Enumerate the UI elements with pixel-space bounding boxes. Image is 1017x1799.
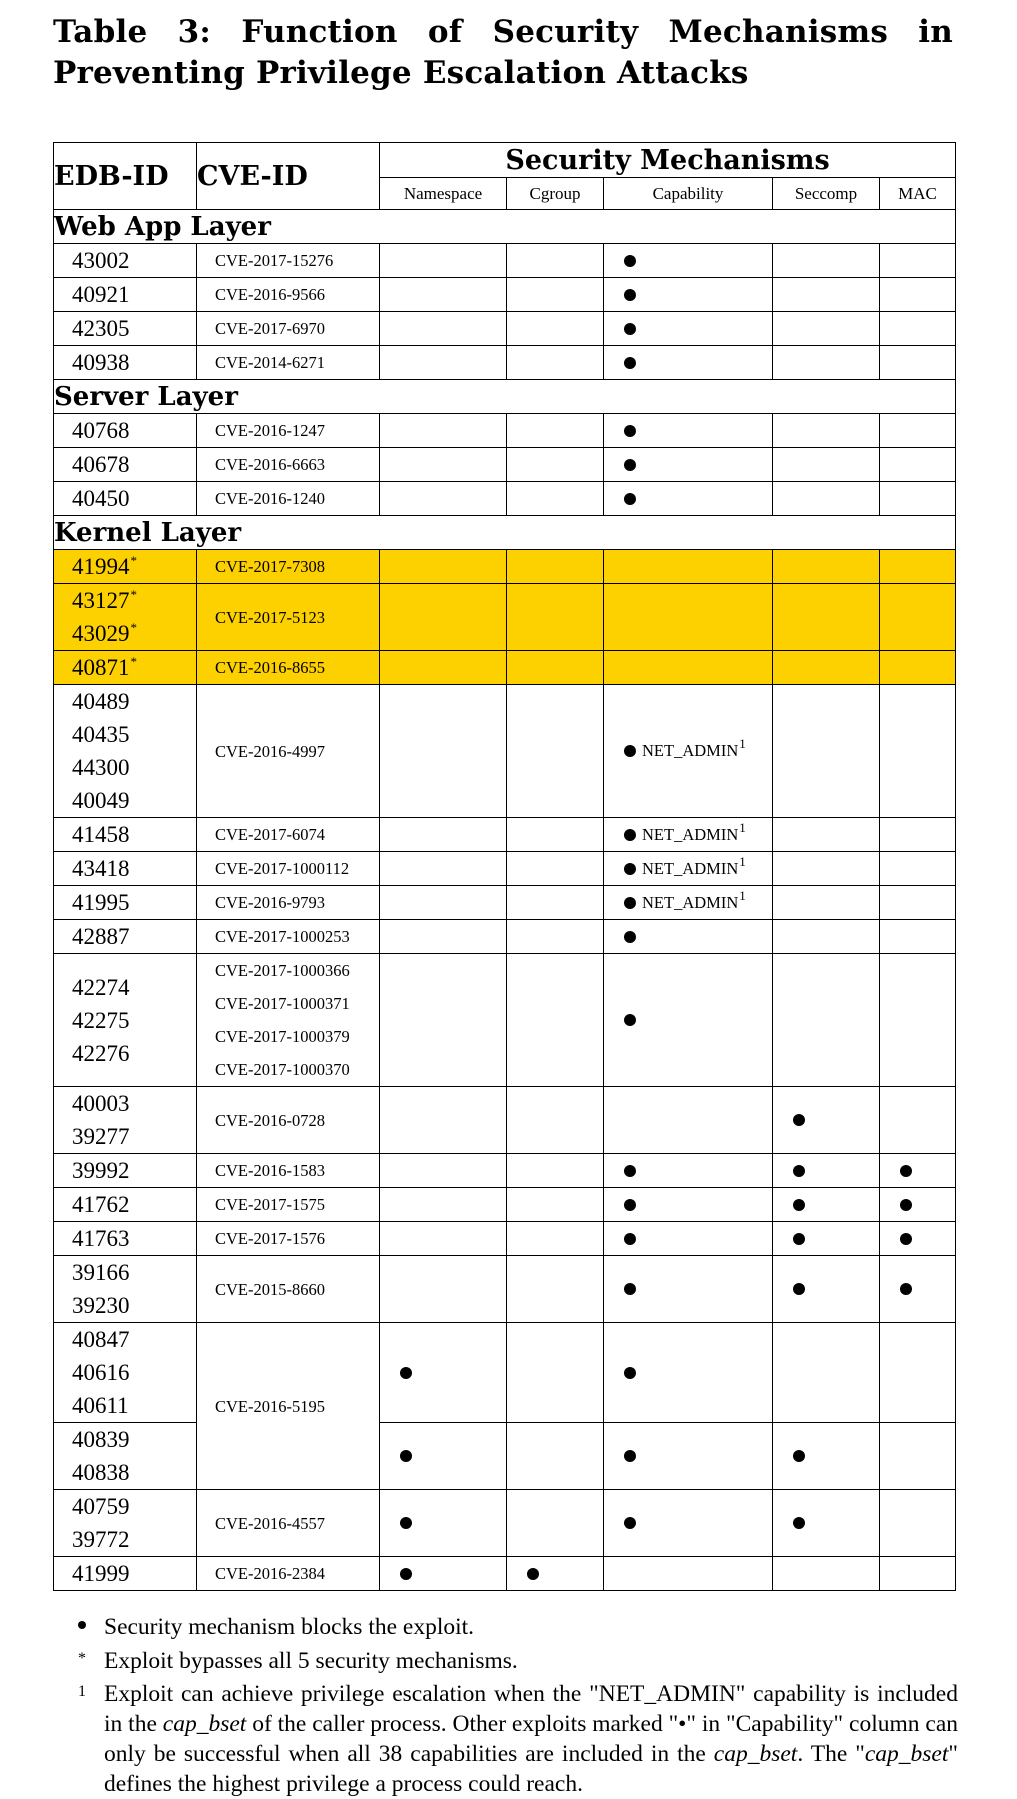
block-dot-icon: [624, 1517, 636, 1529]
capability-cell: NET_ADMIN$^1$: [604, 818, 773, 852]
footnote-dot: Security mechanism blocks the exploit.: [78, 1612, 958, 1642]
seccomp-cell: [773, 1423, 880, 1490]
table-row: [54, 1557, 956, 1591]
block-dot-icon: [624, 1450, 636, 1462]
capability-cell: [604, 244, 773, 278]
header-security-mechanisms: Security Mechanisms: [380, 143, 956, 178]
namespace-cell: [380, 1423, 507, 1490]
capability-cell: [604, 414, 773, 448]
table-row: [54, 1323, 956, 1423]
block-dot-icon: [900, 1283, 912, 1295]
block-dot-icon: [793, 1165, 805, 1177]
block-dot-icon: [624, 323, 636, 335]
header-cve-id: CVE-ID: [197, 143, 380, 210]
cve-id-cell: CVE-2014-6271: [197, 346, 380, 380]
edb-id-cell: 41458: [54, 818, 197, 852]
table-row: [54, 920, 956, 954]
edb-id-cell: 43418: [54, 852, 197, 886]
cve-id-cell: CVE-2017-7308: [197, 550, 380, 584]
capability-cell: NET_ADMIN$^1$: [604, 886, 773, 920]
cve-id-cell: CVE-2017-1576: [197, 1222, 380, 1256]
table-row: [54, 818, 956, 852]
edb-id-cell: 40921: [54, 278, 197, 312]
header-namespace: Namespace: [380, 178, 507, 210]
capability-cell: NET_ADMIN$^1$: [604, 852, 773, 886]
table-row: [54, 1188, 956, 1222]
capability-cell: [604, 954, 773, 1087]
cve-id-cell: CVE-2015-8660: [197, 1256, 380, 1323]
mac-cell: [880, 1256, 956, 1323]
cve-id-cell: CVE-2017-1000253: [197, 920, 380, 954]
capability-cell: [604, 482, 773, 516]
cve-id-cell: CVE-2017-6970: [197, 312, 380, 346]
table-row: [54, 346, 956, 380]
table-row: [54, 1222, 956, 1256]
block-dot-icon: [400, 1568, 412, 1580]
block-dot-icon: [624, 425, 636, 437]
edb-id-cell: 41995: [54, 886, 197, 920]
footnote-one: 1 Exploit can achieve privilege escalation when the "NET_ADMIN" capability is included in the cap_bset of the caller process. Other exploits marked "•" in "Capability" column can only be successful when all 38 capabilities are included in the cap_bset. The "cap_bset" defines the highest privilege a process could reach.: [78, 1681, 958, 1797]
edb-id-cell: 40759 39772: [54, 1490, 197, 1557]
cve-id-cell: CVE-2016-5195: [197, 1323, 380, 1490]
block-dot-icon: [624, 493, 636, 505]
edb-id-cell: 41994*: [54, 550, 197, 584]
cve-id-cell: CVE-2016-1247: [197, 414, 380, 448]
table-caption: Table 3: Function of Security Mechanisms in Preventing Privilege Escalation Attacks: [53, 14, 953, 91]
block-dot-icon: [400, 1367, 412, 1379]
table-row: [54, 278, 956, 312]
edb-id-cell: 39992: [54, 1154, 197, 1188]
block-dot-icon: [624, 897, 636, 909]
cve-id-cell: CVE-2016-4557: [197, 1490, 380, 1557]
block-dot-icon: [400, 1517, 412, 1529]
table-row: [54, 482, 956, 516]
block-dot-icon: [624, 1014, 636, 1026]
edb-id-cell: 40489 40435 44300 40049: [54, 685, 197, 818]
edb-id-cell: 41762: [54, 1188, 197, 1222]
table-row: [54, 651, 956, 685]
seccomp-cell: [773, 1256, 880, 1323]
edb-id-cell: 40847 40616 40611: [54, 1323, 197, 1423]
edb-id-cell: 40938: [54, 346, 197, 380]
header-mac: MAC: [880, 178, 956, 210]
cve-id-cell: CVE-2017-15276: [197, 244, 380, 278]
capability-cell: [604, 346, 773, 380]
capability-cell: [604, 1423, 773, 1490]
table-row: [54, 414, 956, 448]
seccomp-cell: [773, 1087, 880, 1154]
block-dot-icon: [793, 1114, 805, 1126]
block-dot-icon: [900, 1199, 912, 1211]
table-row: [54, 550, 956, 584]
block-dot-icon: [793, 1233, 805, 1245]
namespace-cell: [380, 1323, 507, 1423]
seccomp-cell: [773, 1490, 880, 1557]
edb-id-cell: 42274 42275 42276: [54, 954, 197, 1087]
cve-id-cell: CVE-2017-1000366 CVE-2017-1000371 CVE-2017-1000379 CVE-2017-1000370: [197, 954, 380, 1087]
table-row: [54, 312, 956, 346]
layer-heading-kernel: Kernel Layer: [54, 516, 956, 550]
block-dot-icon: [624, 357, 636, 369]
table-row: [54, 244, 956, 278]
capability-cell: [604, 1323, 773, 1423]
seccomp-cell: [773, 1188, 880, 1222]
mac-cell: [880, 1188, 956, 1222]
table-row: [54, 1490, 956, 1557]
mac-cell: [880, 1154, 956, 1188]
layer-heading-web: Web App Layer: [54, 210, 956, 244]
block-dot-icon: [624, 1165, 636, 1177]
cve-id-cell: CVE-2017-6074: [197, 818, 380, 852]
capability-cell: [604, 1490, 773, 1557]
edb-id-cell: 43002: [54, 244, 197, 278]
table-row: [54, 852, 956, 886]
edb-id-cell: 40678: [54, 448, 197, 482]
block-dot-icon: [624, 829, 636, 841]
seccomp-cell: [773, 1222, 880, 1256]
bullet-dot-icon: [78, 1621, 86, 1629]
capability-cell: [604, 312, 773, 346]
footnote-star: * Exploit bypasses all 5 security mechanisms.: [78, 1648, 518, 1674]
mac-cell: [880, 1222, 956, 1256]
cve-id-cell: CVE-2016-1583: [197, 1154, 380, 1188]
edb-id-cell: 40003 39277: [54, 1087, 197, 1154]
table-row: [54, 685, 956, 818]
edb-id-cell: 41999: [54, 1557, 197, 1591]
edb-id-cell: 42887: [54, 920, 197, 954]
edb-id-cell: 40871*: [54, 651, 197, 685]
cve-id-cell: CVE-2017-1000112: [197, 852, 380, 886]
block-dot-icon: [793, 1283, 805, 1295]
capability-cell: NET_ADMIN$^1$: [604, 685, 773, 818]
block-dot-icon: [400, 1450, 412, 1462]
table-row: [54, 1256, 956, 1323]
block-dot-icon: [624, 745, 636, 757]
layer-heading-server: Server Layer: [54, 380, 956, 414]
header-capability: Capability: [604, 178, 773, 210]
cve-id-cell: CVE-2016-8655: [197, 651, 380, 685]
block-dot-icon: [527, 1568, 539, 1580]
block-dot-icon: [624, 255, 636, 267]
namespace-cell: [380, 1557, 507, 1591]
capability-cell: [604, 1154, 773, 1188]
block-dot-icon: [624, 931, 636, 943]
cve-id-cell: CVE-2016-9566: [197, 278, 380, 312]
cve-id-cell: CVE-2017-5123: [197, 584, 380, 651]
cve-id-cell: CVE-2016-1240: [197, 482, 380, 516]
capability-cell: [604, 920, 773, 954]
security-mechanisms-table: [53, 142, 956, 1591]
cve-id-cell: CVE-2017-1575: [197, 1188, 380, 1222]
table-row: [54, 1423, 956, 1490]
block-dot-icon: [793, 1199, 805, 1211]
edb-id-cell: 40839 40838: [54, 1423, 197, 1490]
cve-id-cell: CVE-2016-4997: [197, 685, 380, 818]
capability-cell: [604, 1222, 773, 1256]
edb-id-cell: 42305: [54, 312, 197, 346]
capability-cell: [604, 1188, 773, 1222]
block-dot-icon: [624, 1367, 636, 1379]
block-dot-icon: [900, 1233, 912, 1245]
header-cgroup: Cgroup: [507, 178, 604, 210]
table-row: [54, 886, 956, 920]
capability-cell: [604, 1256, 773, 1323]
table-row: [54, 954, 956, 1087]
edb-id-cell: 41763: [54, 1222, 197, 1256]
capability-cell: [604, 448, 773, 482]
block-dot-icon: [624, 1199, 636, 1211]
header-edb-id: EDB-ID: [54, 143, 197, 210]
edb-id-cell: 43127* 43029*: [54, 584, 197, 651]
capability-cell: [604, 278, 773, 312]
cgroup-cell: [507, 1557, 604, 1591]
cve-id-cell: CVE-2016-0728: [197, 1087, 380, 1154]
block-dot-icon: [624, 1283, 636, 1295]
edb-id-cell: 40450: [54, 482, 197, 516]
namespace-cell: [380, 1490, 507, 1557]
block-dot-icon: [624, 459, 636, 471]
block-dot-icon: [793, 1517, 805, 1529]
block-dot-icon: [900, 1165, 912, 1177]
block-dot-icon: [624, 863, 636, 875]
table-row: [54, 1154, 956, 1188]
block-dot-icon: [624, 1233, 636, 1245]
cve-id-cell: CVE-2016-2384: [197, 1557, 380, 1591]
table-row: [54, 448, 956, 482]
header-seccomp: Seccomp: [773, 178, 880, 210]
edb-id-cell: 40768: [54, 414, 197, 448]
table-row: [54, 584, 956, 651]
seccomp-cell: [773, 1154, 880, 1188]
cve-id-cell: CVE-2016-6663: [197, 448, 380, 482]
block-dot-icon: [793, 1450, 805, 1462]
cve-id-cell: CVE-2016-9793: [197, 886, 380, 920]
table-row: [54, 1087, 956, 1154]
block-dot-icon: [624, 289, 636, 301]
edb-id-cell: 39166 39230: [54, 1256, 197, 1323]
